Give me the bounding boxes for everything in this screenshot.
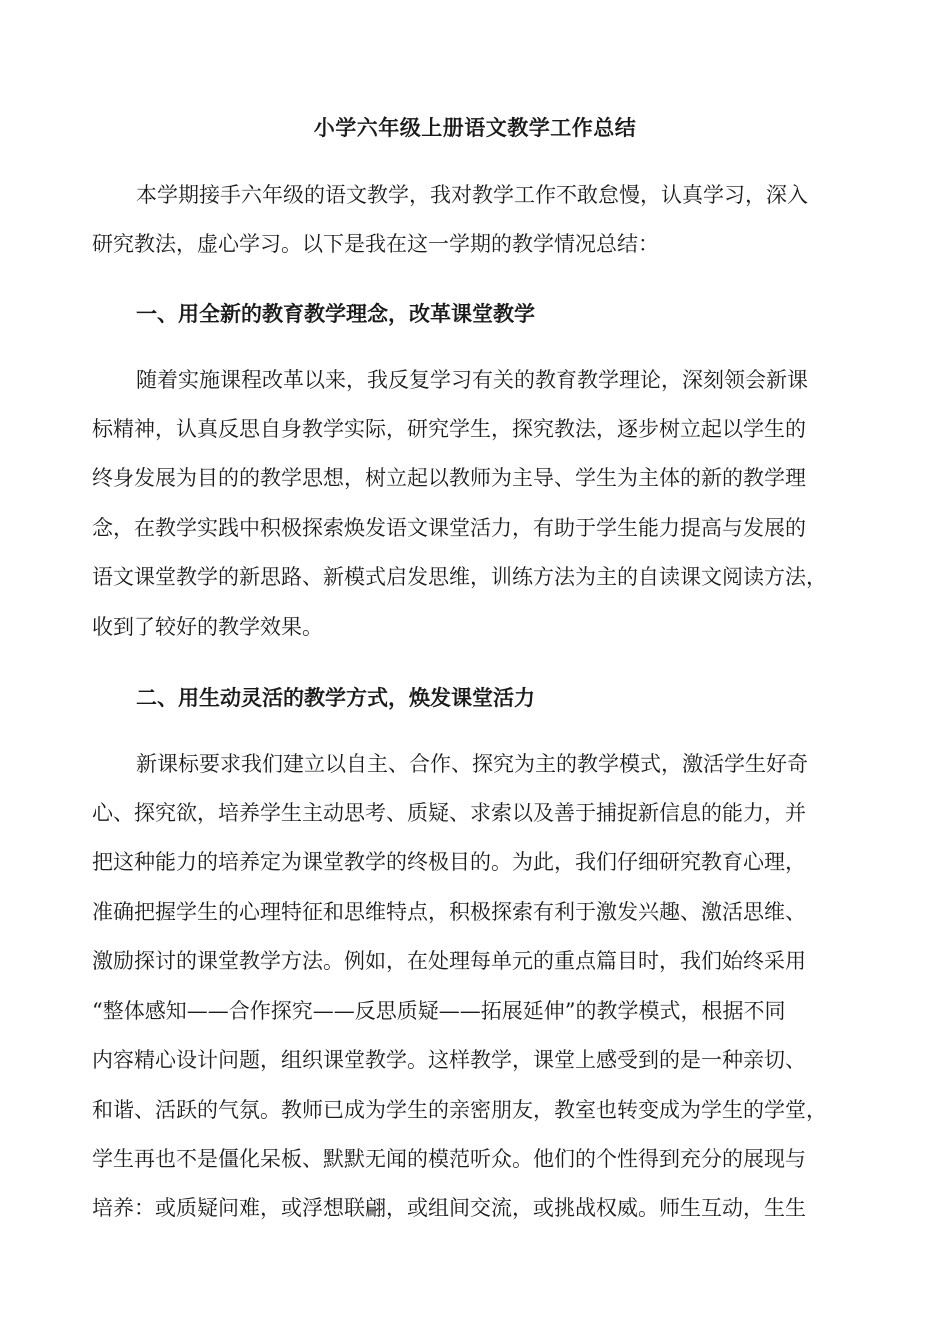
intro-line: 本学期接手六年级的语文教学，我对教学工作不敢怠慢，认真学习，深入 (136, 183, 808, 207)
paragraph-line: 心、探究欲，培养学生主动思考、质疑、求索以及善于捕捉新信息的能力，并 (92, 801, 806, 825)
paragraph-line: 终身发展为目的的教学思想，树立起以教师为主导、学生为主体的新的教学理 (92, 466, 806, 490)
paragraph-line: 内容精心设计问题，组织课堂教学。这样教学，课堂上感受到的是一种亲切、 (92, 1048, 806, 1072)
intro-line: 研究教法，虚心学习。以下是我在这一学期的教学情况总结： (92, 232, 659, 256)
paragraph-line: 激励探讨的课堂教学方法。例如，在处理每单元的重点篇目时，我们始终采用 (92, 949, 806, 973)
paragraph-line: 语文课堂教学的新思路、新模式启发思维，训练方法为主的自读课文阅读方法， (92, 565, 827, 589)
paragraph-line: “整体感知——合作探究——反思质疑——拓展延伸”的教学模式，根据不同 (92, 999, 786, 1023)
paragraph-line: 把这种能力的培养定为课堂教学的终极目的。为此，我们仔细研究教育心理， (92, 850, 806, 874)
paragraph-line: 念，在教学实践中积极探索焕发语文课堂活力，有助于学生能力提高与发展的 (92, 516, 806, 540)
section-heading-1: 一、用全新的教育教学理念，改革课堂教学 (136, 301, 535, 326)
paragraph-line: 准确把握学生的心理特征和思维特点，积极探索有利于激发兴趣、激活思维、 (92, 900, 806, 924)
paragraph-line: 新课标要求我们建立以自主、合作、探究为主的教学模式，激活学生好奇 (136, 752, 808, 776)
paragraph-line: 学生再也不是僵化呆板、默默无闻的模范听众。他们的个性得到充分的展现与 (92, 1147, 806, 1171)
document-title: 小学六年级上册语文教学工作总结 (313, 115, 637, 140)
paragraph-line: 和谐、活跃的气氛。教师已成为学生的亲密朋友，教室也转变成为学生的学堂， (92, 1098, 827, 1122)
paragraph-line: 标精神，认真反思自身教学实际，研究学生，探究教法，逐步树立起以学生的 (92, 417, 806, 441)
paragraph-line: 培养：或质疑问难，或浮想联翩，或组间交流，或挑战权威。师生互动，生生 (92, 1196, 806, 1220)
paragraph-line: 收到了较好的教学效果。 (92, 615, 323, 639)
paragraph-line: 随着实施课程改革以来，我反复学习有关的教育教学理论，深刻领会新课 (136, 368, 808, 392)
section-heading-2: 二、用生动灵活的教学方式，焕发课堂活力 (136, 685, 535, 710)
